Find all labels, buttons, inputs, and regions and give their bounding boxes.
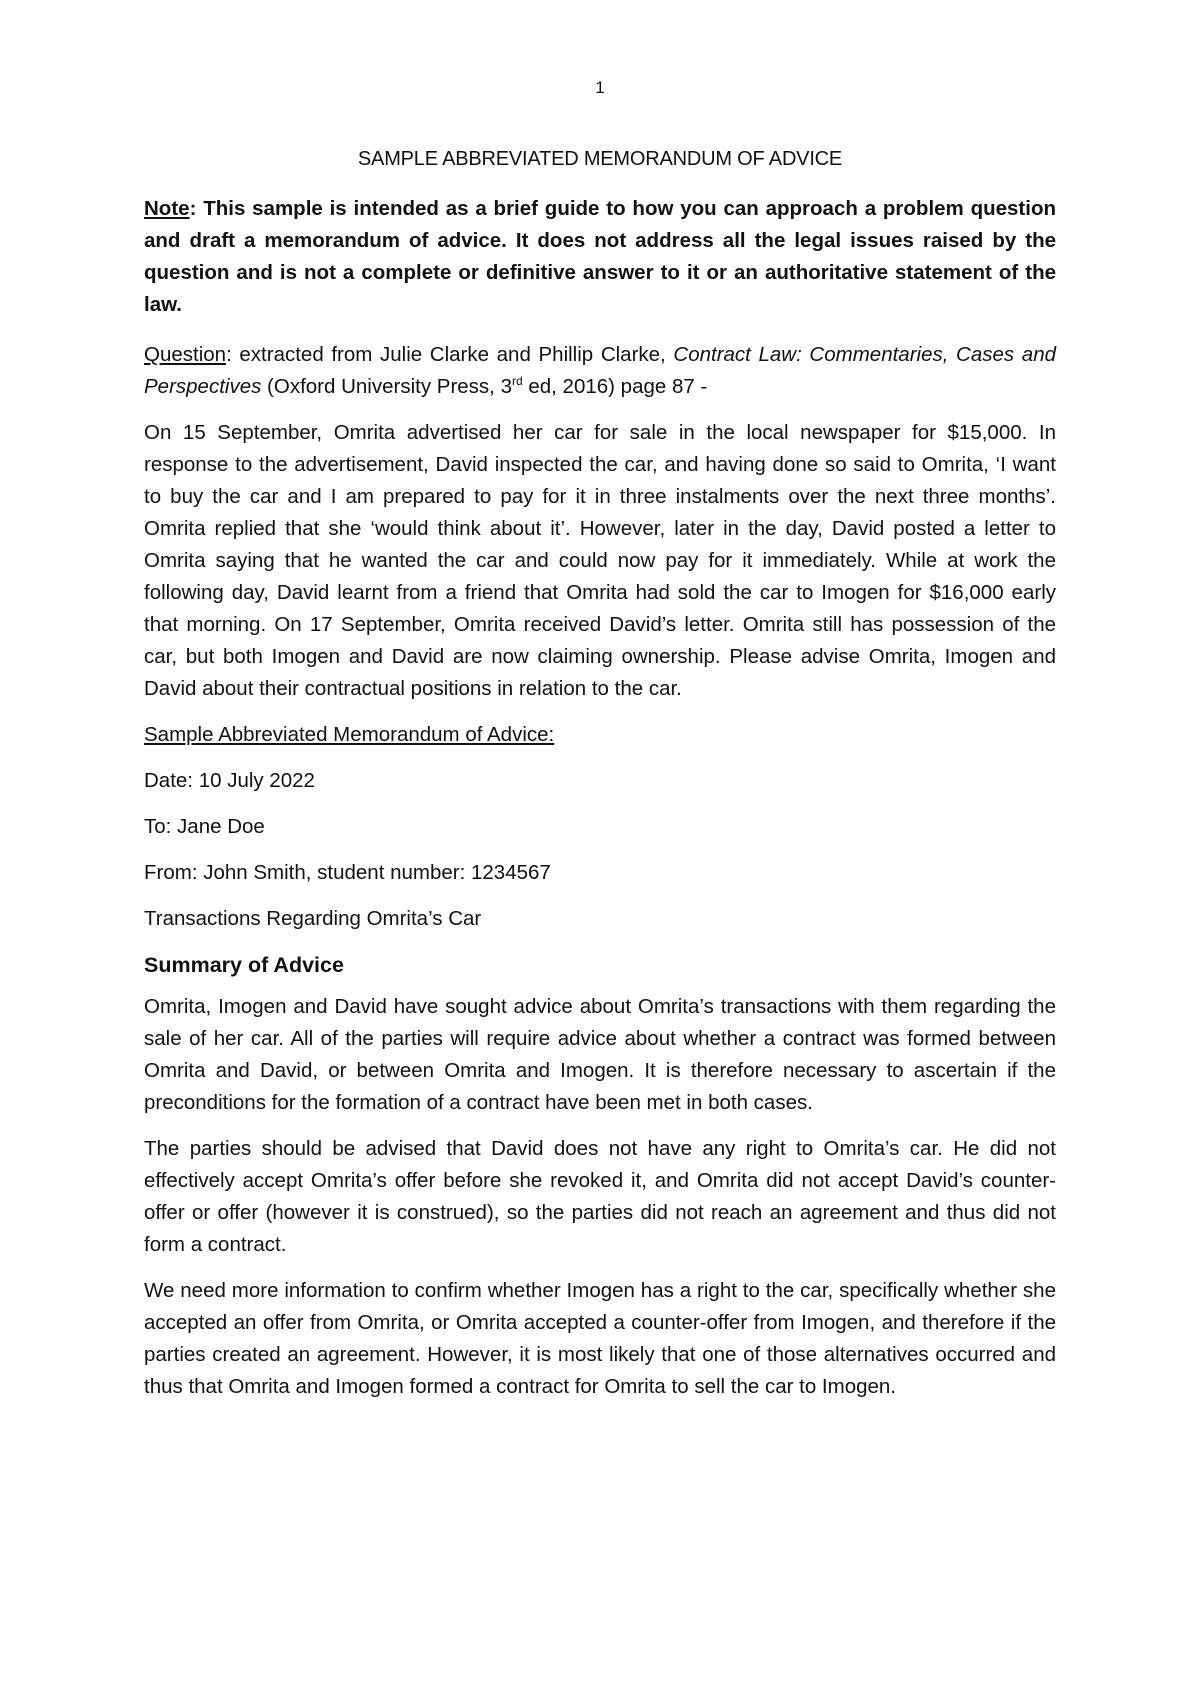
page-number: 1: [595, 78, 605, 97]
note-label: Note: [144, 197, 190, 220]
question-publisher: (Oxford University Press, 3: [261, 375, 512, 398]
document-body: [144, 143, 1056, 1417]
summary-paragraph: Omrita, Imogen and David have sought advice about Omrita’s transactions with them regarding the sale of her car. All of the parties will require advice about whether a contract was formed between Omrita and David, or between Omrita and Imogen. It is therefore necessary to ascertain if the preconditions for the formation of a contract have been met in both cases.: [144, 995, 1056, 1114]
document-title: SAMPLE ABBREVIATED MEMORANDUM OF ADVICE: [357, 148, 843, 170]
note-paragraph: [144, 193, 1056, 321]
summary-paragraph: We need more information to confirm whether Imogen has a right to the car, specifically whether she accepted an offer from Omrita, or Omrita accepted a counter-offer from Imogen, and therefore if the parties created an agreement. However, it is most likely that one of those alternatives occurred and thus that Omrita and Imogen formed a contract for Omrita to sell the car to Imogen.: [144, 1279, 1056, 1398]
memo-heading-text: Sample Abbreviated Memorandum of Advice:: [144, 723, 555, 746]
question-citation: [144, 339, 1056, 403]
question-prefix: : extracted from Julie Clarke and Phillip Clarke,: [226, 343, 674, 366]
memo-date: Date: 10 July 2022: [144, 769, 315, 792]
memo-from: From: John Smith, student number: 1234567: [144, 861, 551, 884]
problem-text: On 15 September, Omrita advertised her car for sale in the local newspaper for $15,000. In response to the advertisement, David inspected the car, and having done so said to Omrita, ‘I want to buy the car and I am prepared to pay for it in three instalments over the next three months’. Omrita replied that she ‘would think about it’. However, later in the day, David posted a letter to Omrita saying that he wanted the car and could now pay for it immediately. While at work the following day, David learnt from a friend that Omrita had sold the car to Imogen for $16,000 early that morning. On 17 September, Omrita received David’s letter. Omrita still has possession of the car, but both Imogen and David are now claiming ownership. Please advise Omrita, Imogen and David about their contractual positions in relation to the car.: [144, 421, 1056, 700]
question-edition-superscript: rd: [511, 374, 523, 389]
summary-heading: Summary of Advice: [144, 953, 344, 977]
memo-heading: [144, 719, 1056, 751]
question-suffix: ed, 2016) page 87 -: [522, 375, 708, 398]
question-book-title: Contract Law: Commentaries, Cases and Perspectives: [144, 343, 1057, 398]
summary-paragraph: The parties should be advised that David does not have any right to Omrita’s car. He did not effectively accept Omrita’s offer before she revoked it, and Omrita did not accept David’s counter-offer or offer (however it is construed), so the parties did not reach an agreement and thus did not form a contract.: [144, 1137, 1056, 1256]
memo-to: To: Jane Doe: [144, 815, 265, 838]
note-text: : This sample is intended as a brief guide to how you can approach a problem question and draft a memorandum of advice. It does not address all the legal issues raised by the question and is not a complete or definitive answer to it or an authoritative statement of the law.: [144, 197, 1056, 316]
question-label: Question: [144, 343, 227, 366]
memo-subject: Transactions Regarding Omrita’s Car: [144, 907, 482, 930]
